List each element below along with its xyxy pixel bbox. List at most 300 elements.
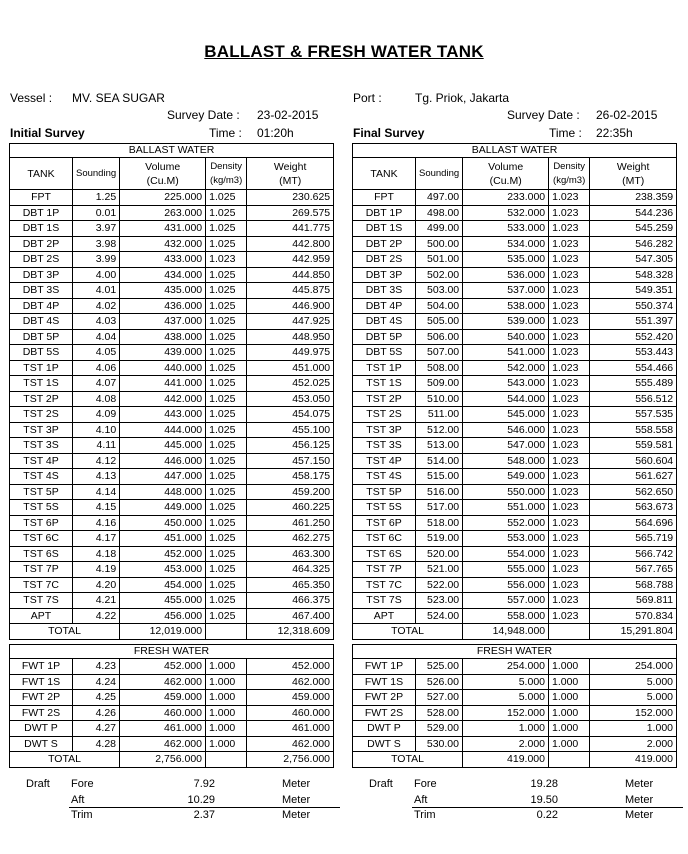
table-row — [10, 438, 334, 454]
cell-tank-name: DBT 2P — [10, 236, 73, 252]
col-header-weight — [590, 158, 677, 190]
total-weight: 15,291.804 — [590, 624, 677, 640]
initial-draft-label: Draft — [26, 778, 50, 790]
table-row — [353, 690, 677, 706]
cell-tank-name: FWT 1S — [353, 674, 416, 690]
table-row — [353, 205, 677, 221]
cell-sounding: 4.18 — [73, 546, 120, 562]
cell-sounding: 504.00 — [416, 298, 463, 314]
cell-volume: 552.000 — [463, 515, 549, 531]
final-fresh-table — [352, 644, 677, 768]
col-header-volume-label: Volume — [145, 160, 181, 173]
cell-weight: 550.374 — [590, 298, 677, 314]
table-row — [353, 298, 677, 314]
cell-weight: 569.811 — [590, 593, 677, 609]
cell-volume: 534.000 — [463, 236, 549, 252]
cell-density: 1.000 — [549, 736, 590, 752]
table-row — [10, 546, 334, 562]
cell-sounding: 4.02 — [73, 298, 120, 314]
document-title: BALLAST & FRESH WATER TANK — [204, 42, 484, 61]
table-row — [353, 562, 677, 578]
cell-density: 1.025 — [206, 484, 247, 500]
cell-sounding: 515.00 — [416, 469, 463, 485]
table-row — [353, 376, 677, 392]
cell-volume: 436.000 — [120, 298, 206, 314]
cell-weight: 545.259 — [590, 221, 677, 237]
table-row — [353, 360, 677, 376]
cell-volume: 447.000 — [120, 469, 206, 485]
cell-volume: 553.000 — [463, 531, 549, 547]
cell-tank-name: DBT 5S — [353, 345, 416, 361]
cell-density: 1.025 — [206, 283, 247, 299]
initial-survey-date-label: Survey Date : — [167, 108, 240, 122]
cell-density: 1.025 — [206, 577, 247, 593]
cell-sounding: 4.16 — [73, 515, 120, 531]
cell-density: 1.000 — [549, 659, 590, 675]
table-row — [10, 298, 334, 314]
table-row — [353, 659, 677, 675]
cell-tank-name: DBT 2S — [353, 252, 416, 268]
cell-volume: 446.000 — [120, 453, 206, 469]
cell-weight: 457.150 — [247, 453, 334, 469]
initial-time-label: Time : — [209, 126, 242, 140]
cell-tank-name: TST 6C — [353, 531, 416, 547]
initial-draft-trim-unit: Meter — [282, 809, 311, 821]
cell-weight: 462.000 — [247, 674, 334, 690]
cell-density: 1.023 — [549, 546, 590, 562]
cell-weight: 552.420 — [590, 329, 677, 345]
initial-fresh-table — [9, 644, 334, 768]
cell-tank-name: DWT S — [353, 736, 416, 752]
col-header-weight-label: Weight — [616, 160, 650, 173]
cell-weight: 567.765 — [590, 562, 677, 578]
total-volume: 2,756.000 — [120, 752, 206, 768]
final-draft-aft-unit: Meter — [625, 794, 654, 806]
cell-volume: 432.000 — [120, 236, 206, 252]
cell-tank-name: DBT 1P — [353, 205, 416, 221]
cell-volume: 263.000 — [120, 205, 206, 221]
final-draft-label: Draft — [369, 778, 393, 790]
table-row — [353, 236, 677, 252]
cell-sounding: 510.00 — [416, 391, 463, 407]
col-header-density-unit: (kg/m3) — [553, 174, 586, 186]
cell-density: 1.025 — [206, 221, 247, 237]
total-spacer — [206, 752, 247, 768]
cell-weight: 465.350 — [247, 577, 334, 593]
cell-volume: 431.000 — [120, 221, 206, 237]
table-row — [10, 376, 334, 392]
cell-density: 1.023 — [549, 438, 590, 454]
total-volume: 419.000 — [463, 752, 549, 768]
total-weight: 2,756.000 — [247, 752, 334, 768]
cell-density: 1.023 — [549, 531, 590, 547]
cell-sounding: 512.00 — [416, 422, 463, 438]
cell-volume: 439.000 — [120, 345, 206, 361]
cell-weight: 460.000 — [247, 705, 334, 721]
cell-sounding: 4.26 — [73, 705, 120, 721]
cell-sounding: 4.15 — [73, 500, 120, 516]
cell-tank-name: TST 4S — [353, 469, 416, 485]
cell-sounding: 4.21 — [73, 593, 120, 609]
cell-volume: 233.000 — [463, 190, 549, 206]
cell-tank-name: DBT 1P — [10, 205, 73, 221]
cell-tank-name: TST 5S — [353, 500, 416, 516]
cell-weight: 448.950 — [247, 329, 334, 345]
cell-volume: 538.000 — [463, 298, 549, 314]
cell-weight: 2.000 — [590, 736, 677, 752]
table-row — [10, 314, 334, 330]
cell-density: 1.023 — [549, 329, 590, 345]
cell-volume: 558.000 — [463, 608, 549, 624]
cell-density: 1.025 — [206, 500, 247, 516]
initial-fresh-caption: FRESH WATER — [10, 645, 334, 659]
cell-tank-name: DBT 3S — [353, 283, 416, 299]
cell-sounding: 4.23 — [73, 659, 120, 675]
cell-volume: 547.000 — [463, 438, 549, 454]
cell-sounding: 4.17 — [73, 531, 120, 547]
cell-density: 1.023 — [549, 422, 590, 438]
cell-weight: 1.000 — [590, 721, 677, 737]
cell-sounding: 523.00 — [416, 593, 463, 609]
cell-volume: 460.000 — [120, 705, 206, 721]
cell-sounding: 500.00 — [416, 236, 463, 252]
cell-tank-name: TST 6P — [353, 515, 416, 531]
cell-weight: 563.673 — [590, 500, 677, 516]
table-row — [353, 500, 677, 516]
cell-tank-name: TST 6S — [353, 546, 416, 562]
cell-tank-name: DBT 1S — [10, 221, 73, 237]
cell-sounding: 1.25 — [73, 190, 120, 206]
cell-weight: 152.000 — [590, 705, 677, 721]
cell-volume: 433.000 — [120, 252, 206, 268]
table-row — [353, 252, 677, 268]
cell-volume: 445.000 — [120, 438, 206, 454]
table-row — [10, 345, 334, 361]
cell-tank-name: TST 2S — [10, 407, 73, 423]
cell-density: 1.025 — [206, 376, 247, 392]
cell-weight: 455.100 — [247, 422, 334, 438]
cell-volume: 452.000 — [120, 546, 206, 562]
cell-sounding: 509.00 — [416, 376, 463, 392]
final-survey-heading: Final Survey — [353, 126, 425, 140]
cell-density: 1.025 — [206, 190, 247, 206]
cell-sounding: 502.00 — [416, 267, 463, 283]
table-row — [10, 236, 334, 252]
col-header-volume-label: Volume — [488, 160, 524, 173]
cell-tank-name: TST 5P — [10, 484, 73, 500]
col-header-volume-unit: (Cu.M) — [489, 174, 522, 187]
cell-sounding: 524.00 — [416, 608, 463, 624]
cell-weight: 441.775 — [247, 221, 334, 237]
cell-sounding: 4.20 — [73, 577, 120, 593]
cell-sounding: 4.14 — [73, 484, 120, 500]
cell-volume: 550.000 — [463, 484, 549, 500]
cell-density: 1.023 — [549, 593, 590, 609]
cell-weight: 5.000 — [590, 690, 677, 706]
table-row — [10, 484, 334, 500]
cell-tank-name: TST 4S — [10, 469, 73, 485]
cell-weight: 447.925 — [247, 314, 334, 330]
table-row — [10, 515, 334, 531]
cell-weight: 454.075 — [247, 407, 334, 423]
vessel-label: Vessel : — [10, 91, 53, 105]
cell-weight: 562.650 — [590, 484, 677, 500]
table-row — [10, 267, 334, 283]
col-header-density-label: Density — [553, 160, 585, 172]
cell-weight: 459.000 — [247, 690, 334, 706]
cell-sounding: 516.00 — [416, 484, 463, 500]
cell-tank-name: TST 6C — [10, 531, 73, 547]
col-header-density-label: Density — [210, 160, 242, 172]
final-fresh-caption: FRESH WATER — [353, 645, 677, 659]
cell-tank-name: TST 7S — [10, 593, 73, 609]
cell-sounding: 4.19 — [73, 562, 120, 578]
cell-tank-name: DBT 5S — [10, 345, 73, 361]
cell-density: 1.025 — [206, 407, 247, 423]
cell-weight: 549.351 — [590, 283, 677, 299]
cell-volume: 225.000 — [120, 190, 206, 206]
cell-sounding: 514.00 — [416, 453, 463, 469]
initial-ballast-table — [9, 143, 334, 640]
cell-volume: 554.000 — [463, 546, 549, 562]
cell-sounding: 519.00 — [416, 531, 463, 547]
cell-sounding: 4.10 — [73, 422, 120, 438]
cell-sounding: 498.00 — [416, 205, 463, 221]
cell-tank-name: TST 2P — [10, 391, 73, 407]
cell-volume: 434.000 — [120, 267, 206, 283]
cell-sounding: 499.00 — [416, 221, 463, 237]
cell-tank-name: TST 5P — [353, 484, 416, 500]
total-row — [353, 752, 677, 768]
cell-weight: 561.627 — [590, 469, 677, 485]
table-row — [353, 391, 677, 407]
cell-weight: 548.328 — [590, 267, 677, 283]
cell-volume: 545.000 — [463, 407, 549, 423]
final-draft-trim-unit: Meter — [625, 809, 654, 821]
cell-volume: 1.000 — [463, 721, 549, 737]
table-row — [353, 531, 677, 547]
total-label: TOTAL — [10, 624, 120, 640]
cell-sounding: 530.00 — [416, 736, 463, 752]
cell-volume: 440.000 — [120, 360, 206, 376]
cell-weight: 452.000 — [247, 659, 334, 675]
total-spacer — [549, 624, 590, 640]
cell-weight: 570.834 — [590, 608, 677, 624]
table-row — [10, 329, 334, 345]
cell-tank-name: FWT 2P — [353, 690, 416, 706]
cell-density: 1.025 — [206, 360, 247, 376]
col-header-volume — [463, 158, 549, 190]
cell-tank-name: TST 7S — [353, 593, 416, 609]
cell-density: 1.023 — [549, 469, 590, 485]
final-ballast-caption: BALLAST WATER — [353, 144, 677, 158]
cell-tank-name: TST 1P — [10, 360, 73, 376]
cell-density: 1.023 — [549, 407, 590, 423]
final-draft-aft-value: 19.50 — [530, 794, 558, 806]
total-weight: 419.000 — [590, 752, 677, 768]
cell-volume: 435.000 — [120, 283, 206, 299]
total-spacer — [206, 624, 247, 640]
cell-sounding: 506.00 — [416, 329, 463, 345]
cell-density: 1.000 — [206, 674, 247, 690]
cell-tank-name: DBT 4P — [10, 298, 73, 314]
cell-weight: 459.200 — [247, 484, 334, 500]
total-spacer — [549, 752, 590, 768]
final-draft-trim-label: Trim — [414, 809, 436, 821]
cell-density: 1.023 — [549, 314, 590, 330]
initial-draft-trim-value: 2.37 — [193, 809, 215, 821]
cell-volume: 543.000 — [463, 376, 549, 392]
cell-tank-name: TST 5S — [10, 500, 73, 516]
cell-tank-name: DBT 2S — [10, 252, 73, 268]
table-row — [10, 562, 334, 578]
initial-draft-trim-label: Trim — [71, 809, 93, 821]
cell-sounding: 4.01 — [73, 283, 120, 299]
cell-volume: 548.000 — [463, 453, 549, 469]
cell-density: 1.023 — [549, 360, 590, 376]
cell-tank-name: TST 3P — [10, 422, 73, 438]
cell-volume: 551.000 — [463, 500, 549, 516]
cell-volume: 541.000 — [463, 345, 549, 361]
initial-draft-aft-label: Aft — [71, 794, 85, 806]
cell-density: 1.025 — [206, 314, 247, 330]
col-header-sounding: Sounding — [73, 158, 120, 190]
cell-weight: 269.575 — [247, 205, 334, 221]
cell-density: 1.000 — [206, 659, 247, 675]
cell-volume: 451.000 — [120, 531, 206, 547]
cell-weight: 558.558 — [590, 422, 677, 438]
cell-density: 1.023 — [549, 267, 590, 283]
col-header-weight-unit: (MT) — [279, 174, 302, 187]
cell-density: 1.025 — [206, 531, 247, 547]
cell-sounding: 4.00 — [73, 267, 120, 283]
cell-weight: 451.000 — [247, 360, 334, 376]
cell-sounding: 507.00 — [416, 345, 463, 361]
table-row — [353, 422, 677, 438]
cell-density: 1.023 — [549, 283, 590, 299]
cell-volume: 535.000 — [463, 252, 549, 268]
cell-weight: 554.466 — [590, 360, 677, 376]
cell-sounding: 4.12 — [73, 453, 120, 469]
cell-volume: 254.000 — [463, 659, 549, 675]
cell-density: 1.025 — [206, 546, 247, 562]
cell-sounding: 4.22 — [73, 608, 120, 624]
cell-density: 1.023 — [206, 252, 247, 268]
cell-tank-name: DWT S — [10, 736, 73, 752]
table-row — [353, 608, 677, 624]
cell-weight: 555.489 — [590, 376, 677, 392]
total-row — [353, 624, 677, 640]
cell-tank-name: FWT 2S — [353, 705, 416, 721]
cell-tank-name: DBT 3S — [10, 283, 73, 299]
initial-draft-fore-value: 7.92 — [193, 778, 215, 790]
cell-sounding: 3.97 — [73, 221, 120, 237]
cell-weight: 458.175 — [247, 469, 334, 485]
cell-volume: 5.000 — [463, 690, 549, 706]
cell-volume: 546.000 — [463, 422, 549, 438]
cell-weight: 560.604 — [590, 453, 677, 469]
cell-sounding: 4.27 — [73, 721, 120, 737]
cell-weight: 460.225 — [247, 500, 334, 516]
table-row — [10, 721, 334, 737]
cell-density: 1.025 — [206, 453, 247, 469]
cell-tank-name: TST 3P — [353, 422, 416, 438]
cell-weight: 467.400 — [247, 608, 334, 624]
cell-weight: 464.325 — [247, 562, 334, 578]
cell-tank-name: DBT 5P — [10, 329, 73, 345]
cell-density: 1.000 — [549, 705, 590, 721]
cell-sounding: 4.06 — [73, 360, 120, 376]
cell-sounding: 517.00 — [416, 500, 463, 516]
cell-weight: 462.275 — [247, 531, 334, 547]
cell-tank-name: TST 3S — [10, 438, 73, 454]
cell-weight: 546.282 — [590, 236, 677, 252]
cell-sounding: 4.03 — [73, 314, 120, 330]
cell-tank-name: TST 7P — [10, 562, 73, 578]
table-row — [10, 453, 334, 469]
table-row — [353, 314, 677, 330]
cell-tank-name: DBT 4S — [353, 314, 416, 330]
table-row — [353, 221, 677, 237]
table-row — [10, 221, 334, 237]
cell-tank-name: DBT 3P — [353, 267, 416, 283]
cell-tank-name: TST 2P — [353, 391, 416, 407]
cell-volume: 437.000 — [120, 314, 206, 330]
cell-tank-name: FPT — [10, 190, 73, 206]
cell-tank-name: TST 2S — [353, 407, 416, 423]
cell-sounding: 3.99 — [73, 252, 120, 268]
cell-sounding: 4.25 — [73, 690, 120, 706]
total-row — [10, 752, 334, 768]
cell-density: 1.023 — [549, 500, 590, 516]
cell-sounding: 4.24 — [73, 674, 120, 690]
cell-density: 1.023 — [549, 252, 590, 268]
cell-volume: 456.000 — [120, 608, 206, 624]
table-row — [10, 577, 334, 593]
table-row — [353, 453, 677, 469]
cell-weight: 463.300 — [247, 546, 334, 562]
cell-volume: 455.000 — [120, 593, 206, 609]
cell-density: 1.023 — [549, 298, 590, 314]
cell-weight: 5.000 — [590, 674, 677, 690]
cell-density: 1.025 — [206, 593, 247, 609]
cell-volume: 442.000 — [120, 391, 206, 407]
cell-volume: 461.000 — [120, 721, 206, 737]
cell-density: 1.025 — [206, 469, 247, 485]
cell-density: 1.023 — [549, 608, 590, 624]
cell-volume: 462.000 — [120, 736, 206, 752]
cell-sounding: 0.01 — [73, 205, 120, 221]
final-draft-fore-unit: Meter — [625, 778, 654, 790]
cell-volume: 441.000 — [120, 376, 206, 392]
table-row — [353, 407, 677, 423]
cell-density: 1.025 — [206, 345, 247, 361]
cell-tank-name: TST 4P — [353, 453, 416, 469]
cell-weight: 565.719 — [590, 531, 677, 547]
table-row — [10, 500, 334, 516]
final-survey-date: 26-02-2015 — [596, 108, 658, 122]
cell-density: 1.000 — [549, 690, 590, 706]
cell-weight: 452.025 — [247, 376, 334, 392]
cell-sounding: 501.00 — [416, 252, 463, 268]
cell-sounding: 528.00 — [416, 705, 463, 721]
cell-weight: 456.125 — [247, 438, 334, 454]
cell-volume: 540.000 — [463, 329, 549, 345]
cell-volume: 448.000 — [120, 484, 206, 500]
final-draft-aft-label: Aft — [414, 794, 428, 806]
cell-weight: 461.000 — [247, 721, 334, 737]
cell-density: 1.025 — [206, 267, 247, 283]
